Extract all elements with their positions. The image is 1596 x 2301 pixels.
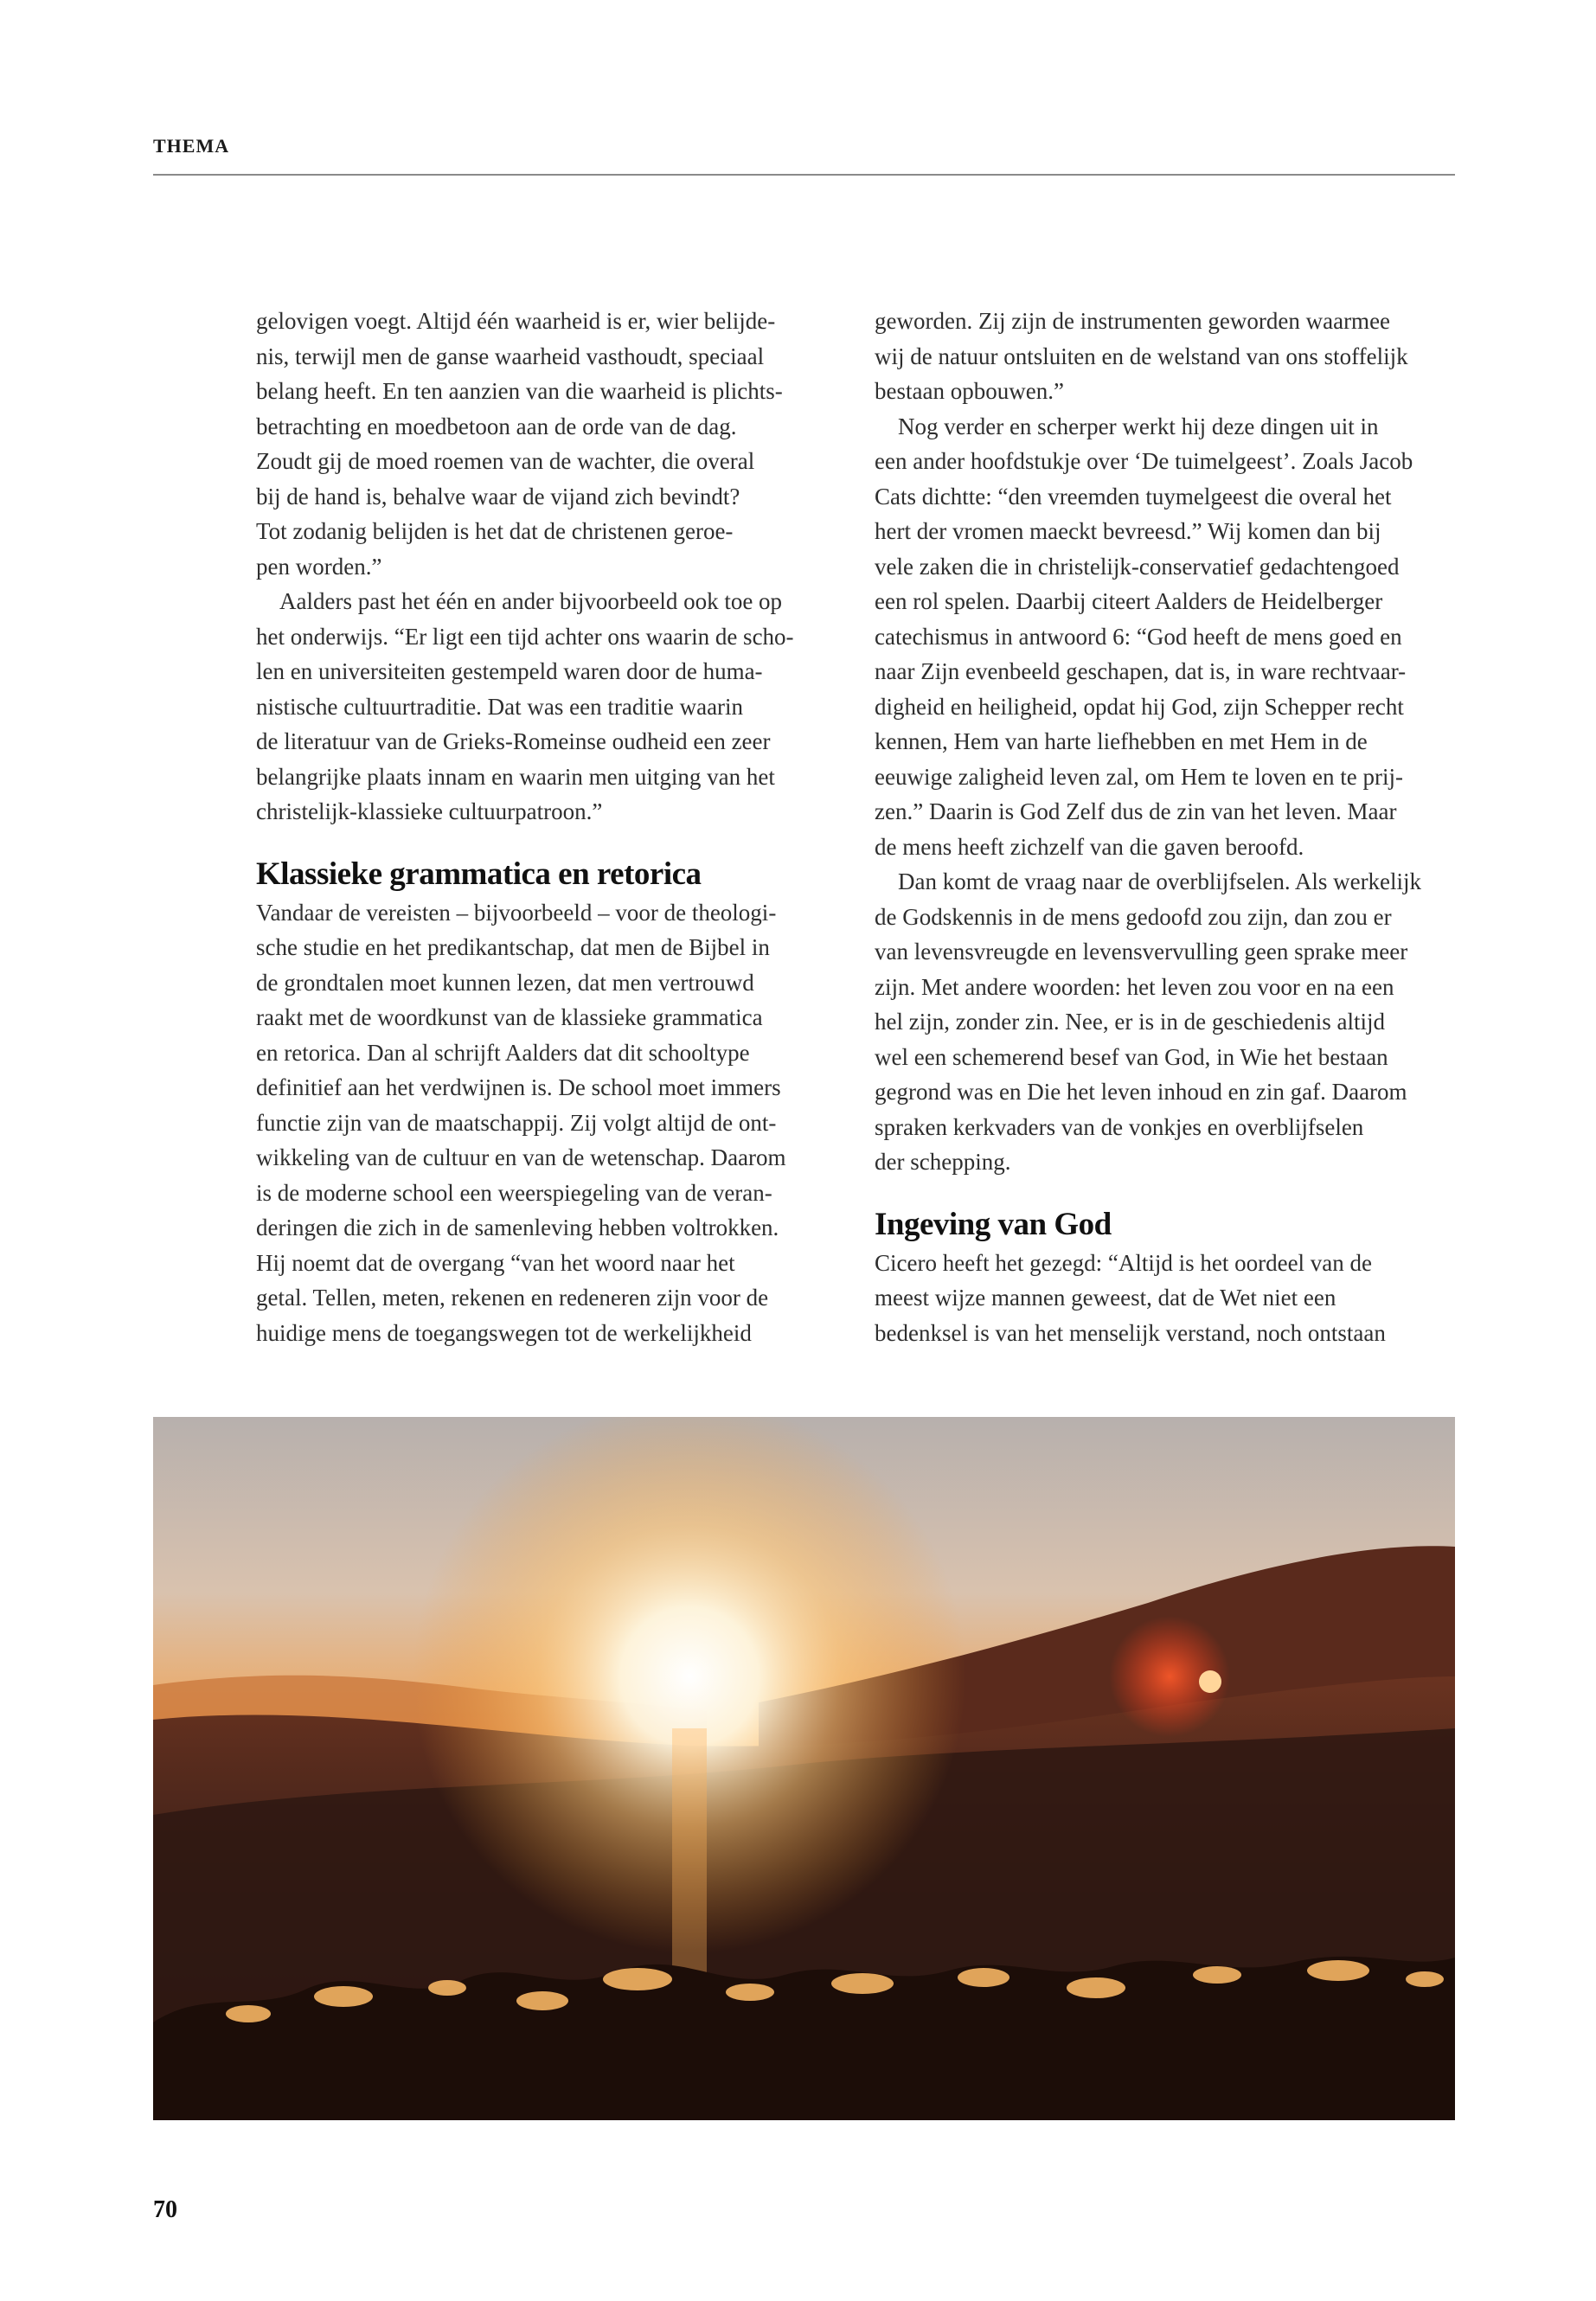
- paragraph: [875, 409, 1456, 865]
- text-line: catechismus in antwoord 6: “God heeft de mens goed en: [875, 623, 1402, 650]
- header-divider: [153, 174, 1455, 176]
- text-line: de grondtalen moet kunnen lezen, dat men vertrouwd: [256, 969, 754, 996]
- text-line: wikkeling van de cultuur en van de wetenschap. Daarom: [256, 1144, 786, 1170]
- text-line: gegrond was en Die het leven inhoud en zin gaf. Daarom: [875, 1079, 1407, 1105]
- sunset-photo: [153, 1417, 1455, 2120]
- text-line: zijn. Met andere woorden: het leven zou voor en na een: [875, 973, 1394, 1000]
- text-line: betrachting en moedbetoon aan de orde van de dag.: [256, 413, 737, 439]
- section-heading: Klassieke grammatica en retorica: [256, 856, 702, 892]
- text-line: belangrijke plaats innam en waarin men uitging van het: [256, 763, 775, 790]
- article-column-right: [875, 304, 1456, 1350]
- text-line: bestaan opbouwen.”: [875, 378, 1064, 404]
- text-line: sche studie en het predikantschap, dat men de Bijbel in: [256, 934, 770, 960]
- paragraph: [256, 304, 837, 584]
- text-line: eeuwige zaligheid leven zal, om Hem te loven en te prij-: [875, 763, 1404, 790]
- text-line: het onderwijs. “Er ligt een tijd achter ons waarin de scho-: [256, 623, 794, 650]
- text-line: hert der vromen maeckt bevreesd.” Wij komen dan bij: [875, 518, 1381, 544]
- paragraph: [875, 864, 1456, 1180]
- text-line: bij de hand is, behalve waar de vijand zich bevindt?: [256, 483, 740, 510]
- text-line: zen.” Daarin is God Zelf dus de zin van het leven. Maar: [875, 798, 1397, 824]
- text-line: van levensvreugde en levensvervulling geen sprake meer: [875, 939, 1408, 965]
- text-line: de Godskennis in de mens gedoofd zou zijn, dan zou er: [875, 903, 1392, 930]
- text-line: Hij noemt dat de overgang “van het woord naar het: [256, 1249, 735, 1276]
- text-line: Nog verder en scherper werkt hij deze dingen uit in: [898, 413, 1379, 439]
- article-column-left: [256, 304, 837, 1350]
- text-line: is de moderne school een weerspiegeling van de veran-: [256, 1179, 772, 1206]
- text-line: pen worden.”: [256, 553, 382, 580]
- text-line: Dan komt de vraag naar de overblijfselen. Als werkelijk: [898, 868, 1422, 894]
- text-line: belang heeft. En ten aanzien van die waarheid is plichts-: [256, 378, 783, 404]
- text-line: hel zijn, zonder zin. Nee, er is in de geschiedenis altijd: [875, 1009, 1386, 1035]
- text-line: Tot zodanig belijden is het dat de christenen geroe-: [256, 518, 734, 544]
- text-line: functie zijn van de maatschappij. Zij volgt altijd de ont-: [256, 1109, 777, 1136]
- text-line: getal. Tellen, meten, rekenen en redeneren zijn voor de: [256, 1285, 769, 1311]
- text-line: wel een schemerend besef van God, in Wie het bestaan: [875, 1043, 1388, 1070]
- text-line: een ander hoofdstukje over ‘De tuimelgeest’. Zoals Jacob: [875, 448, 1413, 474]
- text-line: kennen, Hem van harte liefhebben en met Hem in de: [875, 728, 1368, 754]
- paragraph: [256, 584, 837, 830]
- text-line: vele zaken die in christelijk-conservatief gedachtengoed: [875, 553, 1400, 580]
- text-line: wij de natuur ontsluiten en de welstand van ons stoffelijk: [875, 343, 1408, 369]
- paragraph: [875, 304, 1456, 409]
- text-line: digheid en heiligheid, opdat hij God, zijn Schepper recht: [875, 693, 1404, 720]
- text-line: gelovigen voegt. Altijd één waarheid is er, wier belijde-: [256, 308, 776, 334]
- text-line: definitief aan het verdwijnen is. De school moet immers: [256, 1074, 781, 1100]
- text-line: raakt met de woordkunst van de klassieke grammatica: [256, 1004, 763, 1030]
- text-line: deringen die zich in de samenleving hebben voltrokken.: [256, 1215, 779, 1240]
- text-line: der schepping.: [875, 1149, 1011, 1175]
- text-line: nistische cultuurtraditie. Dat was een traditie waarin: [256, 693, 744, 720]
- text-line: naar Zijn evenbeeld geschapen, dat is, in ware rechtvaar-: [875, 658, 1407, 684]
- text-line: de mens heeft zichzelf van die gaven beroofd.: [875, 833, 1304, 860]
- landscape-illustration: [153, 1417, 1455, 2120]
- text-line: meest wijze mannen geweest, dat de Wet niet een: [875, 1285, 1336, 1311]
- text-line: Cicero heeft het gezegd: “Altijd is het oordeel van de: [875, 1249, 1373, 1276]
- text-line: en retorica. Dan al schrijft Aalders dat dit schooltype: [256, 1039, 750, 1066]
- section-label: THEMA: [153, 135, 230, 157]
- text-line: Cats dichtte: “den vreemden tuymelgeest die overal het: [875, 483, 1392, 510]
- text-line: nis, terwijl men de ganse waarheid vasthoudt, speciaal: [256, 343, 765, 369]
- text-line: huidige mens de toegangswegen tot de werkelijkheid: [256, 1319, 752, 1346]
- text-line: een rol spelen. Daarbij citeert Aalders de Heidelberger: [875, 588, 1383, 614]
- section-heading: Ingeving van God: [875, 1206, 1112, 1242]
- paragraph: [256, 895, 837, 1351]
- text-line: christelijk-klassieke cultuurpatroon.”: [256, 798, 603, 824]
- text-line: spraken kerkvaders van de vonkjes en overblijfselen: [875, 1113, 1364, 1140]
- text-line: Zoudt gij de moed roemen van de wachter, die overal: [256, 448, 755, 474]
- text-line: de literatuur van de Grieks-Romeinse oudheid een zeer: [256, 728, 771, 754]
- paragraph: [875, 1246, 1456, 1351]
- text-line: len en universiteiten gestempeld waren door de huma-: [256, 658, 763, 684]
- page-number: 70: [153, 2196, 177, 2223]
- text-line: bedenksel is van het menselijk verstand, noch ontstaan: [875, 1319, 1386, 1346]
- text-line: Aalders past het één en ander bijvoorbeeld ook toe op: [279, 588, 783, 614]
- text-line: Vandaar de vereisten – bijvoorbeeld – voor de theologi-: [256, 899, 777, 926]
- text-line: geworden. Zij zijn de instrumenten geworden waarmee: [875, 308, 1391, 334]
